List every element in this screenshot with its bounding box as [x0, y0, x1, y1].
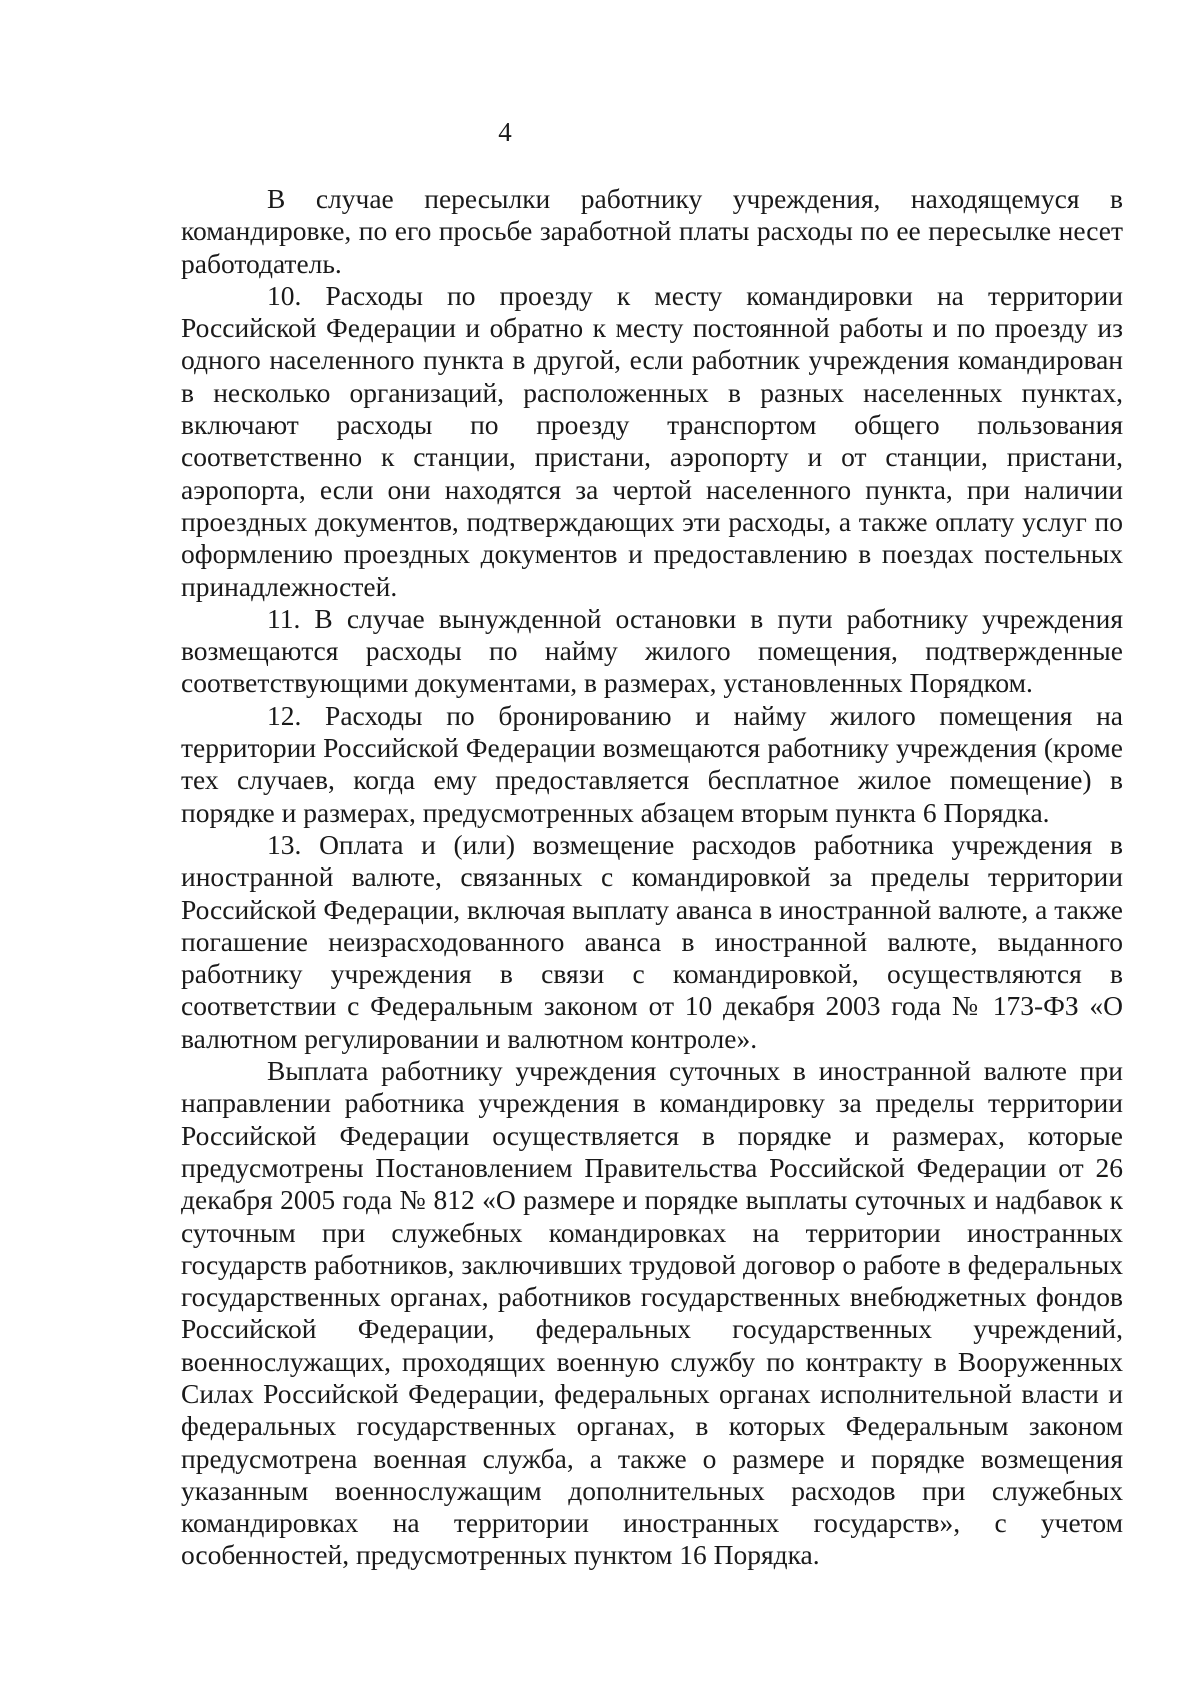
paragraph-10-travel-expenses: 10. Расходы по проезду к месту командировки на территории Российской Федерации и обратно к месту постоянной работы и по проезду из одного населенного пункта в другой, если работник учреждения командирован в несколько организаций, расположенных в разных населенных пунктах, включают расходы по проезду транспортом общего пользования соответственно к станции, пристани, аэропорту и от станции, пристани, аэропорта, если они находятся за чертой населенного пункта, при наличии проездных документов, подтверждающих эти расходы, а также оплату услуг по оформлению проездных документов и предоставлению в поездах постельных принадлежностей. [181, 279, 1123, 602]
paragraph-13-foreign-currency: 13. Оплата и (или) возмещение расходов работника учреждения в иностранной валюте, связанных с командировкой за пределы территории Российской Федерации, включая выплату аванса в иностранной валюте, а также погашение неизрасходованного аванса в иностранной валюте, выданного работнику учреждения в связи с командировкой, осуществляются в соответствии с Федеральным законом от 10 декабря 2003 года № 173-ФЗ «О валютном регулировании и валютном контроле». [181, 828, 1124, 1054]
paragraph-salary-forwarding: В случае пересылки работнику учреждения, находящемуся в командировке, по его просьбе заработной платы расходы по ее пересылке несет работодатель. [181, 183, 1123, 279]
paragraph-per-diem-foreign: Выплата работнику учреждения суточных в иностранной валюте при направлении работника учреждения в командировку за пределы территории Российской Федерации осуществляется в порядке и размерах, которые предусмотрены Постановлением Правительства Российской Федерации от 26 декабря 2005 года № 812 «О размере и порядке выплаты суточных и надбавок к суточным при служебных командировках на территории иностранных государств работников, заключивших трудовой договор о работе в федеральных государственных органах, работников государственных внебюджетных фондов Российской Федерации, федеральных государственных учреждений, военнослужащих, проходящих военную службу по контракту в Вооруженных Силах Российской Федерации, федеральных органах исполнительной власти и федеральных государственных органах, в которых Федеральным законом предусмотрена военная служба, а также о размере и порядке возмещения указанным военнослужащим дополнительных расходов при служебных командировках на территории иностранных государств», с учетом особенностей, предусмотренных пунктом 16 Порядка. [181, 1055, 1123, 1571]
page-number: 4 [498, 117, 512, 147]
paragraph-11-forced-stop: 11. В случае вынужденной остановки в пути работнику учреждения возмещаются расходы по найму жилого помещения, подтвержденные соответствующими документами, в размерах, установленных Порядком. [181, 602, 1123, 699]
document-body [181, 183, 1123, 1572]
paragraph-12-accommodation: 12. Расходы по бронированию и найму жилого помещения на территории Российской Федерации возмещаются работнику учреждения (кроме тех случаев, когда ему предоставляется бесплатное жилое помещение) в порядке и размерах, предусмотренных абзацем вторым пункта 6 Порядка. [181, 699, 1123, 828]
